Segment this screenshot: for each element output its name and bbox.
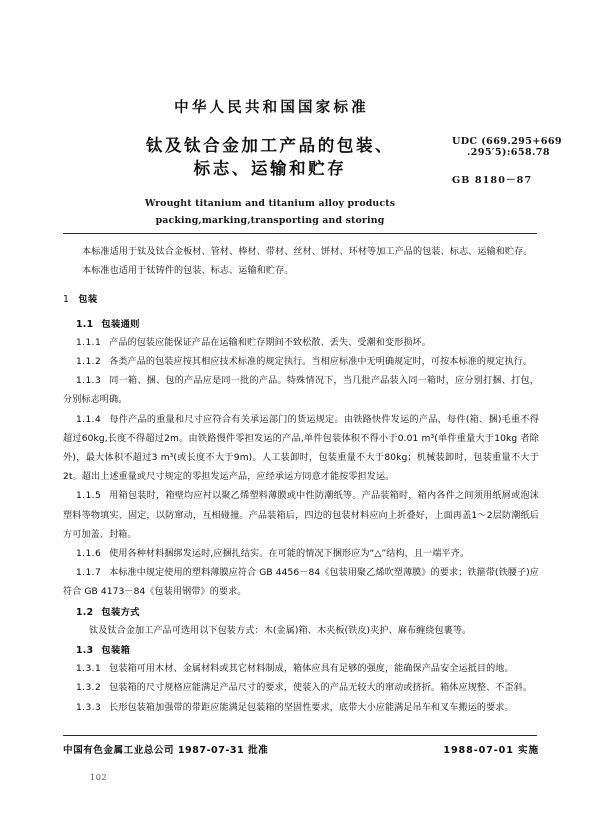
- section-heading-1-3: [63, 641, 539, 660]
- section-title-1-3: 包装箱: [101, 645, 131, 657]
- clause-text-1-3-2: 包装箱的尺寸规格应能满足产品尺寸的要求，使装入的产品无较大的窜动或挤折。箱体应规整、不歪斜。: [109, 683, 533, 694]
- clause-text-1-1-7: 本标准中规定使用的塑料薄膜应符合 GB 4456－84《包装用聚乙烯吹塑薄膜》的要求；铁箍带(铁腰子)应符合 GB 4173－84《包装用钢带》的要求。: [63, 568, 539, 598]
- section-heading-1: [63, 290, 539, 309]
- clause-number-1-3-1: 1.3.1: [76, 664, 102, 675]
- section-number-1: 1: [63, 294, 70, 306]
- document-body: [63, 243, 539, 718]
- clause-number-1-1-6: 1.1.6: [76, 549, 102, 560]
- clause-number-1-1-1: 1.1.1: [76, 337, 102, 348]
- clause-1-1-1: [63, 334, 539, 353]
- clause-1-3-2: [63, 679, 539, 698]
- section-heading-1-1: [63, 315, 539, 334]
- standard-code-block: [452, 136, 562, 186]
- clause-number-1-1-7: 1.1.7: [76, 568, 102, 579]
- clause-number-1-1-5: 1.1.5: [76, 491, 102, 502]
- clause-number-1-1-4: 1.1.4: [76, 414, 102, 425]
- header-divider-rule: [63, 233, 537, 234]
- clause-1-1-4: [63, 411, 539, 488]
- english-title: [0, 195, 600, 230]
- clause-text-1-1-5: 用箱包装时，箱壁均应衬以聚乙烯塑料薄膜或中性防潮纸等。产品装箱时，箱内各件之间须用纸屑或泡沫塑料等物填实、固定，以防窜动，互相碰撞。产品装箱后，四边的包装材料应向上折叠好，上面再盖1～2层防潮纸后方可加盖、封箱。: [63, 491, 539, 540]
- clause-1-3-3: [63, 699, 539, 718]
- gb-standard-number: GB 8180－87: [451, 175, 533, 186]
- footer-approval-text: 中国有色金属工业总公司 1987-07-31 批准: [63, 745, 269, 756]
- national-standard-title: 中华人民共和国国家标准: [174, 100, 369, 116]
- section-heading-1-2: [63, 603, 539, 622]
- clause-text-1-1-2: 各类产品的包装应按其相应技术标准的规定执行。当相应标准中无明确规定时，可按本标准的规定执行。: [109, 357, 533, 368]
- clause-1-1-3: [63, 372, 539, 410]
- clause-number-1-1-2: 1.1.2: [76, 357, 102, 368]
- section-number-1-2: 1.2: [76, 606, 94, 618]
- scope-paragraph-2: 本标准也适用于钛铸件的包装、标志、运输和贮存。: [82, 266, 294, 277]
- udc-code-line-1: UDC (669.295+669: [451, 136, 562, 147]
- document-title-line-1: 钛及钛合金加工产品的包装、: [145, 136, 395, 155]
- clause-1-3-1: [63, 660, 539, 679]
- footer-implementation-text: 1988-07-01 实施: [443, 745, 539, 756]
- section-number-1-3: 1.3: [76, 645, 94, 657]
- clause-1-1-5: [63, 487, 539, 545]
- section-title-1: 包装: [78, 294, 98, 306]
- english-title-line-2: packing,marking,transporting and storing: [155, 215, 385, 227]
- section-title-1-2: 包装方式: [101, 606, 140, 618]
- section-number-1-1: 1.1: [76, 318, 94, 330]
- scope-paragraph-1: 本标准适用于钛及钛合金板材、管材、棒材、带材、丝材、饼材、环材等加工产品的包装、标志、运输和贮存。: [82, 247, 533, 257]
- clause-text-1-1-3: 同一箱、捆、包的产品应是同一批的产品。特殊情况下，当几批产品装入同一箱时，应分别打捆、打包，分别标志明确。: [63, 376, 539, 406]
- section-title-1-1: 包装通则: [101, 318, 140, 330]
- clause-text-1-3-3: 长形包装箱加强带的带距应能满足包装箱的坚固性要求，底带大小应能满足吊车和叉车搬运的要求。: [109, 702, 514, 713]
- clause-text-1-1-6: 使用各种材料捆绑发运时,应捆扎结实。在可能的情况下捆形应为“△”结构，且一端平齐。: [109, 549, 470, 560]
- section-text-1-2: 钛及钛合金加工产品可选用以下包装方式：木(金属)箱、木夹板(铁皮)夹护、麻布缠绕包裹等。: [89, 625, 472, 636]
- english-title-line-1: Wrought titanium and titanium alloy products: [144, 197, 396, 209]
- document-footer: [63, 742, 539, 756]
- clause-text-1-3-1: 包装箱可用木材、金属材料或其它材料制成，箱体应具有足够的强度，能确保产品安全运抵目的地。: [109, 664, 514, 675]
- clause-1-1-2: [63, 353, 539, 372]
- page-number: 102: [90, 772, 108, 782]
- clause-1-1-7: [63, 564, 539, 602]
- footer-divider-rule: [63, 735, 537, 736]
- clause-number-1-3-3: 1.3.3: [76, 702, 102, 713]
- udc-code-line-2: .295′5):658.78: [466, 147, 550, 158]
- clause-text-1-1-4: 每件产品的重量和尺寸应符合有关承运部门的货运规定。由铁路快件发运的产品，每件(箱、捆)毛重不得超过60kg,长度不得超过2m。由铁路慢件零担发运的产品,单件包装体积不得小于0.01 m³(单件重量大于10kg 者除外)，最大体积不超过3 m³(或长度不大于9m)。人工装卸时，包装重量不大于80kg；机械装卸时，包装重量不大于2t。超出上述重量或尺寸规定的零担发运产品，应经承运方同意才能按零担发运。: [63, 414, 539, 483]
- clause-number-1-3-2: 1.3.2: [76, 683, 102, 694]
- clause-text-1-1-1: 产品的包装应能保证产品在运输和贮存期间不致松散、丢失、受潮和变形损坏。: [109, 337, 431, 348]
- clause-number-1-1-3: 1.1.3: [76, 376, 102, 387]
- document-title-line-2: 标志、运输和贮存: [193, 159, 347, 179]
- clause-1-1-6: [63, 545, 539, 564]
